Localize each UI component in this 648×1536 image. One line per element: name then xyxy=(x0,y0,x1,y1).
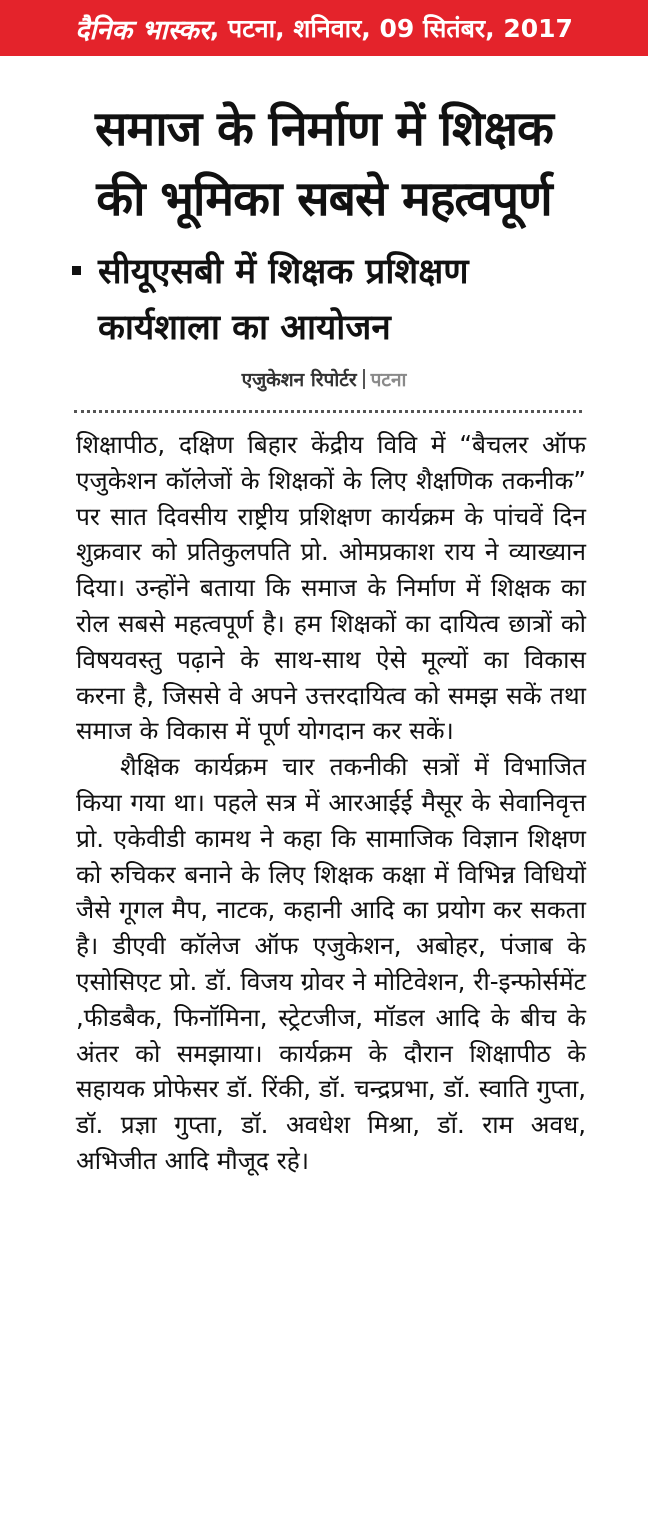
subheadline xyxy=(68,244,648,356)
masthead-banner xyxy=(0,0,648,56)
byline-city: पटना xyxy=(370,369,407,391)
newspaper-name: दैनिक भास्कर xyxy=(75,14,210,46)
article-paragraph-2: शैक्षिक कार्यक्रम चार तकनीकी सत्रों में विभाजित किया गया था। पहले सत्र में आरआईई मैसूर के सेवानिवृत्त प्रो. एकेवीडी कामथ ने कहा कि सामाजिक विज्ञान शिक्षण को रुचिकर बनाने के लिए शिक्षक कक्षा में विभिन्न विधियों जैसे गूगल मैप, नाटक, कहानी आदि का प्रयोग कर सकता है। डीएवी कॉलेज ऑफ एजुकेशन, अबोहर, पंजाब के एसोसिएट प्रो. डॉ. विजय ग्रोवर ने मोटिवेशन, री-इन्फोर्समेंट ,फीडबैक, फिनॉमिना, स्ट्रेटजीज, मॉडल आदि के बीच के अंतर को समझाया। कार्यक्रम के दौरान शिक्षापीठ के सहायक प्रोफेसर डॉ. रिंकी, डॉ. चन्द्रप्रभा, डॉ. स्वाति गुप्ता, डॉ. प्रज्ञा गुप्ता, डॉ. अवधेश मिश्रा, डॉ. राम अवध, अभिजीत आदि मौजूद रहे। xyxy=(76,752,586,1175)
headline xyxy=(0,94,648,234)
bullet-icon xyxy=(72,266,81,275)
headline-line-2: की भूमिका सबसे महत्वपूर्ण xyxy=(96,171,552,227)
byline-reporter: एजुकेशन रिपोर्टर xyxy=(241,369,357,391)
article-paragraph-1: शिक्षापीठ, दक्षिण बिहार केंद्रीय विवि में “बैचलर ऑफ एजुकेशन कॉलेजों के शिक्षकों के लिए शैक्षणिक तकनीक” पर सात दिवसीय राष्ट्रीय प्रशिक्षण कार्यक्रम के पांचवें दिन शुक्रवार को प्रतिकुलपति प्रो. ओमप्रकाश राय ने व्याख्यान दिया। उन्होंने बताया कि समाज के निर्माण में शिक्षक का रोल सबसे महत्वपूर्ण है। हम शिक्षकों का दायित्व छात्रों को विषयवस्तु पढ़ाने के साथ-साथ ऐसे मूल्यों का विकास करना है, जिससे वे अपने उत्तरदायित्व को समझ सकें तथा समाज के विकास में पूर्ण योगदान कर सकें। xyxy=(76,430,586,746)
dotted-divider xyxy=(74,410,582,413)
article-body xyxy=(76,427,586,1179)
masthead-dateline: , पटना, शनिवार, 09 सितंबर, 2017 xyxy=(209,14,573,43)
headline-line-1: समाज के निर्माण में शिक्षक xyxy=(95,101,553,157)
byline-separator xyxy=(363,369,365,389)
byline xyxy=(0,366,648,392)
subheadline-line-1: सीयूएसबी में शिक्षक प्रशिक्षण xyxy=(98,252,469,292)
subheadline-line-2: कार्यशाला का आयोजन xyxy=(98,308,391,348)
